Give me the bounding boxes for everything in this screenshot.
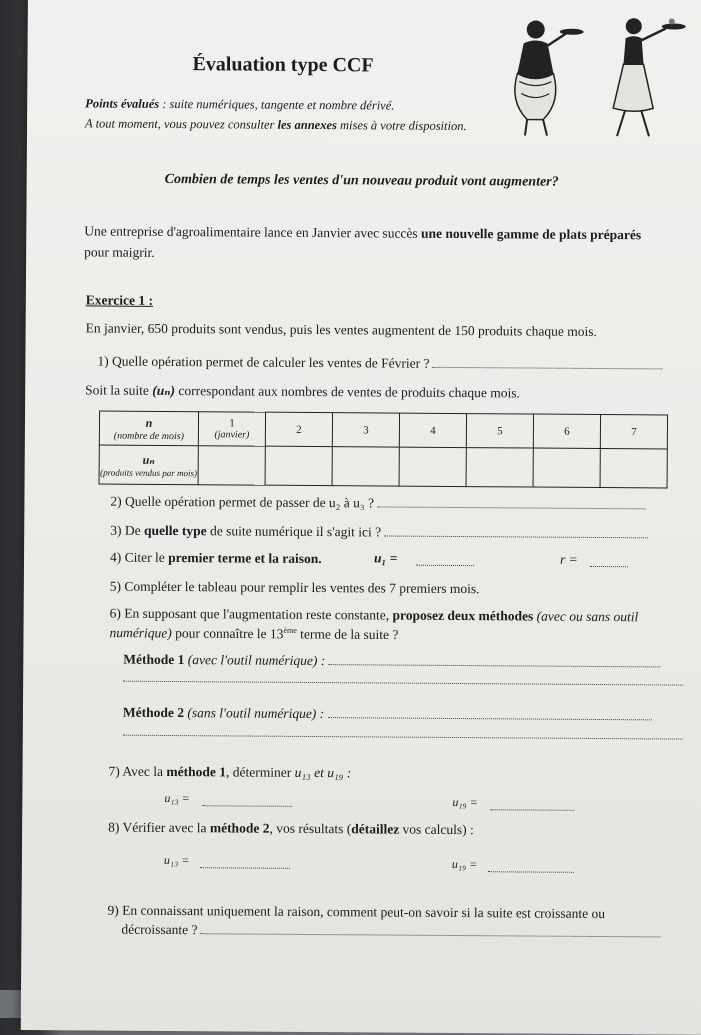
page-title: Évaluation type CCF: [192, 53, 374, 77]
row-header-n: [99, 411, 198, 446]
u19-label-q7: u₁₉ =: [452, 794, 478, 810]
n1-value: 1: [229, 417, 235, 430]
worksheet-paper: [21, 0, 701, 1035]
question-2: [110, 493, 645, 514]
consult-annexes-note: [85, 116, 467, 134]
table-cell-n: 4: [399, 413, 466, 447]
question-6-text: 6) En supposant que l'augmentation reste constante,: [109, 605, 393, 623]
intro-text: Une entreprise d'agroalimentaire lance en Janvier avec succès: [84, 223, 422, 241]
question-8-text-c: vos calculs) :: [399, 821, 474, 838]
points-text: : suite numériques, tangente et nombre dérivé.: [159, 96, 395, 113]
n1-label: (janvier): [214, 429, 250, 441]
question-3-text-a: 3) De: [110, 522, 145, 538]
question-3: [110, 522, 648, 543]
intro-line-2: pour maigrir.: [84, 244, 155, 260]
question-4: [110, 550, 322, 567]
question-4-bold: premier terme et la raison.: [168, 549, 322, 567]
intro-line-1: [84, 223, 641, 243]
row-header-un: [99, 445, 198, 485]
method-1-answer-line-2[interactable]: [123, 681, 683, 686]
n-symbol: n: [145, 415, 153, 430]
question-9-text: décroissante ?: [121, 921, 198, 938]
un-symbol: uₙ: [142, 452, 155, 467]
table-cell-n: 5: [466, 414, 533, 448]
suite-symbol: (uₙ): [152, 382, 176, 399]
question-8-text-a: 8) Vérifier avec la: [108, 819, 210, 836]
consult-text-start: A tout moment, vous pouvez consulter: [85, 116, 278, 132]
question-6-sup: ème: [283, 625, 297, 635]
question-9-line-2: [121, 921, 661, 942]
question-6-line2-text: pour connaître le 13: [171, 625, 284, 642]
n-label: (nombre de mois): [113, 430, 185, 442]
table-cell-n: 6: [533, 414, 600, 448]
consult-bold: les annexes: [277, 117, 337, 133]
question-6: [110, 606, 690, 626]
suite-definition: [85, 382, 520, 401]
table-input-cell[interactable]: [533, 448, 600, 487]
u1-answer-line[interactable]: [416, 555, 474, 566]
method-1-note: (avec l'outil numérique) :: [184, 652, 326, 669]
question-6-bold: proposez deux méthodes: [392, 607, 534, 624]
table-cell-n1: [198, 412, 265, 446]
method-1: [123, 651, 660, 672]
answer-line-1[interactable]: [433, 355, 663, 370]
table-cell-n: 3: [332, 413, 399, 447]
r-answer-line[interactable]: [590, 556, 628, 567]
table-input-cell[interactable]: [466, 448, 533, 487]
r-label: r =: [559, 551, 578, 567]
answer-line-3[interactable]: [384, 524, 648, 539]
evaluated-points: [85, 96, 394, 113]
u19-label-q8: u₁₉ =: [451, 856, 478, 872]
u13-label-q7: u₁₃ =: [164, 790, 190, 806]
question-6-line2-end: terme de la suite ?: [296, 626, 399, 643]
points-label: Points évalués: [85, 96, 160, 111]
question-8-bold: méthode 2: [209, 820, 270, 836]
exercise-title: Exercice 1 :: [85, 292, 154, 308]
question-3-text-b: de suite numérique il s'agit ici ?: [206, 523, 382, 540]
question-7-bold: méthode 1: [166, 763, 227, 780]
sales-table: [99, 411, 669, 489]
suite-text-a: Soit la suite: [85, 382, 153, 398]
question-1-text: 1) Quelle opération permet de calculer les ventes de Février ?: [97, 353, 430, 371]
question-6-line-2: [109, 625, 398, 644]
table-input-cell[interactable]: [332, 447, 399, 486]
method-2-note: (sans l'outil numérique) :: [184, 705, 325, 722]
question-4-text: 4) Citer le: [109, 549, 169, 565]
un-label: (produits vendus par mois): [100, 467, 198, 478]
u13-answer-q7[interactable]: [202, 797, 292, 807]
u13-label-q8: u₁₃ =: [163, 852, 190, 868]
table-cell-n: 7: [600, 415, 667, 449]
u19-answer-q7[interactable]: [490, 801, 574, 811]
question-6-italic: (avec ou sans outil: [533, 608, 639, 625]
question-8: [108, 820, 474, 839]
answer-line-9[interactable]: [201, 921, 661, 937]
method-2-answer-line[interactable]: [328, 705, 652, 720]
u1-label: u₁ =: [373, 550, 398, 566]
question-6-line2-italic: numérique): [109, 625, 172, 641]
question-7-terms: u₁₃ et u₁₉ :: [294, 764, 352, 781]
method-2-answer-line-2[interactable]: [123, 735, 683, 740]
u19-answer-q8[interactable]: [488, 863, 574, 873]
question-3-bold: quelle type: [143, 522, 207, 539]
u13-answer-q8[interactable]: [200, 859, 290, 869]
dieting-women-illustration: [505, 11, 701, 142]
consult-text-end: mises à votre disposition.: [336, 118, 467, 134]
table-input-cell[interactable]: [399, 447, 466, 486]
question-5: 5) Compléter le tableau pour remplir les ventes des 7 premiers mois.: [109, 578, 480, 597]
question-8-bold2: détaillez: [351, 821, 400, 837]
table-cell-n: 2: [265, 412, 332, 446]
intro-bold: une nouvelle gamme de plats préparés: [421, 225, 642, 243]
exercise-statement: En janvier, 650 produits sont vendus, puis les ventes augmentent de 150 produits chaque mois.: [85, 320, 597, 339]
question-7-text-b: , déterminer: [225, 764, 295, 780]
table-input-cell[interactable]: [198, 446, 265, 485]
table-input-cell[interactable]: [600, 449, 667, 488]
table-input-cell[interactable]: [265, 446, 332, 485]
answer-line-2[interactable]: [377, 494, 645, 509]
question-7: [108, 764, 351, 782]
question-1: [97, 352, 663, 373]
question-8-text-b: , vos résultats (: [269, 820, 352, 837]
method-1-label: Méthode 1: [123, 651, 185, 668]
question-7-text-a: 7) Avec la: [108, 763, 167, 779]
main-question: Combien de temps les ventes d'un nouveau produit vont augmenter?: [164, 171, 559, 190]
method-2-label: Méthode 2: [122, 704, 185, 721]
suite-text-b: correspondant aux nombres de ventes de produits chaque mois.: [174, 383, 520, 401]
method-2: [123, 704, 652, 725]
question-9: 9) En connaissant uniquement la raison, comment peut-on savoir si la suite est croissante ou: [107, 902, 606, 922]
question-2-text: 2) Quelle opération permet de passer de u₂ à u₃ ?: [110, 493, 375, 511]
table-row-n: [99, 411, 667, 449]
method-1-answer-line[interactable]: [329, 652, 661, 667]
table-row-un: [99, 445, 667, 488]
